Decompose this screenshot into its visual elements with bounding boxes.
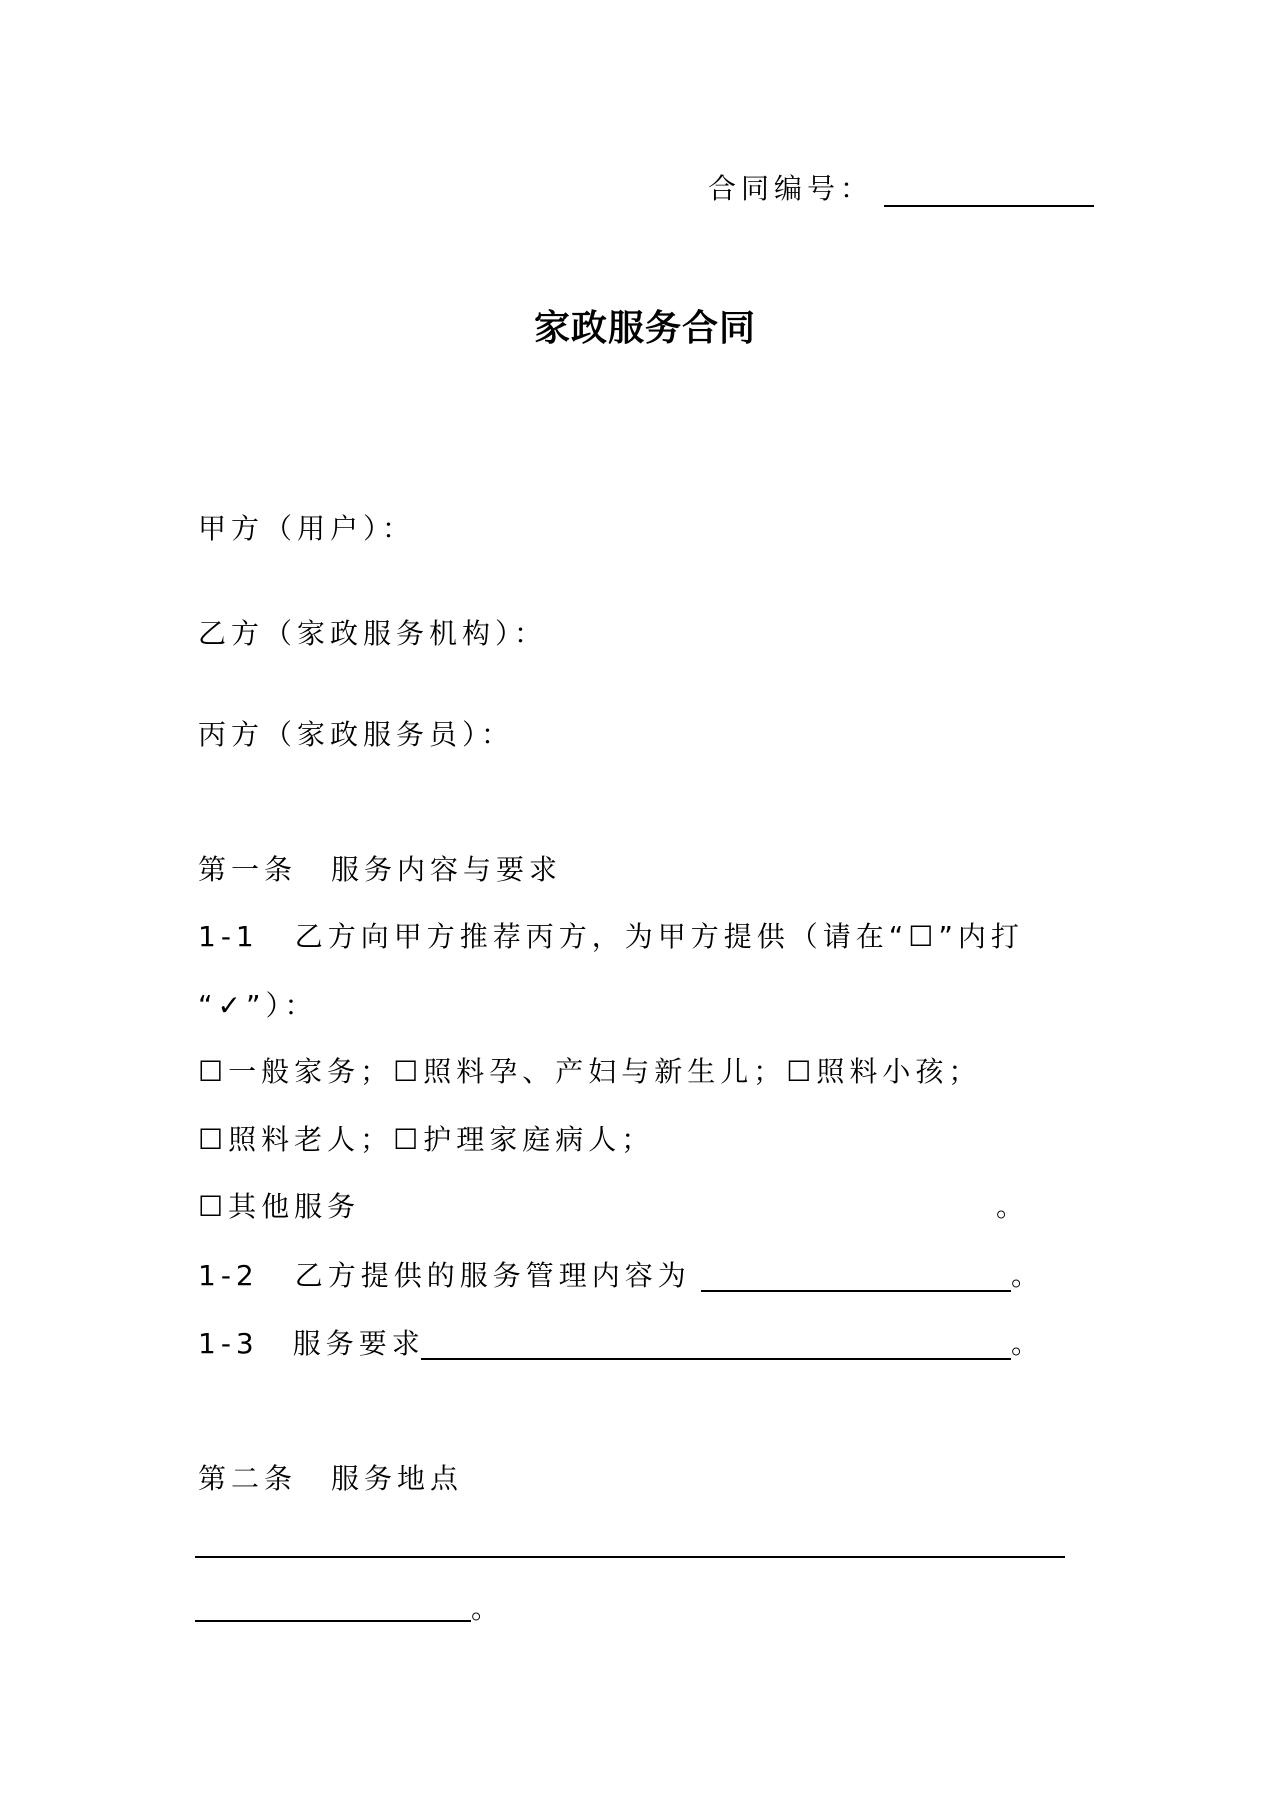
option-general-housework[interactable]: ☐一般家务；: [198, 1055, 394, 1088]
option-patient-care[interactable]: ☐护理家庭病人；: [393, 1123, 655, 1156]
clause-text: 乙方提供的服务管理内容为: [294, 1259, 691, 1292]
contract-number-label: 合同编号：: [708, 172, 874, 205]
party-b: 乙方（家政服务机构）：: [198, 617, 548, 650]
article-title: 服务地点: [331, 1462, 464, 1495]
article-number: 第二条: [198, 1462, 298, 1495]
contract-number: [708, 172, 873, 206]
clause-1-2: [198, 1259, 691, 1293]
option-maternity-newborn[interactable]: ☐照料孕、产妇与新生儿；: [393, 1055, 787, 1088]
option-other-label: ☐其他服务: [198, 1190, 361, 1223]
clause-number: 1-1: [198, 920, 259, 953]
management-content-blank[interactable]: [701, 1290, 1011, 1292]
option-childcare[interactable]: ☐照料小孩；: [786, 1055, 982, 1088]
clause-1-1: [198, 920, 1024, 954]
contract-number-blank[interactable]: [884, 205, 1094, 207]
article-number: 第一条: [198, 853, 298, 886]
period: 。: [996, 1190, 1030, 1223]
article2-heading: [198, 1462, 463, 1496]
article1-heading: [198, 853, 562, 887]
option-other[interactable]: [198, 1190, 360, 1224]
article-title: 服务内容与要求: [331, 853, 563, 886]
period: 。: [1011, 1259, 1045, 1292]
service-location-blank-1[interactable]: [195, 1556, 1065, 1558]
document-title: 家政服务合同: [533, 307, 756, 349]
clause-text: 乙方向甲方推荐丙方，为甲方提供（请在“☐”内打: [294, 920, 1024, 953]
clause-text: 服务要求: [292, 1327, 425, 1360]
clause-1-1-cont: “✓”）：: [198, 989, 318, 1022]
clause-number: 1-3: [198, 1327, 259, 1360]
clause-1-3: [198, 1327, 425, 1361]
period: 。: [1011, 1327, 1045, 1360]
service-options-row2: [198, 1123, 654, 1157]
service-options-row1: [198, 1055, 981, 1089]
party-a: 甲方（用户）：: [198, 512, 416, 545]
clause-number: 1-2: [198, 1259, 259, 1292]
period: 。: [471, 1592, 505, 1625]
service-requirements-blank[interactable]: [421, 1358, 1011, 1360]
option-elderly-care[interactable]: ☐照料老人；: [198, 1123, 394, 1156]
party-c: 丙方（家政服务员）：: [198, 718, 515, 751]
service-location-blank-2[interactable]: [195, 1620, 471, 1622]
